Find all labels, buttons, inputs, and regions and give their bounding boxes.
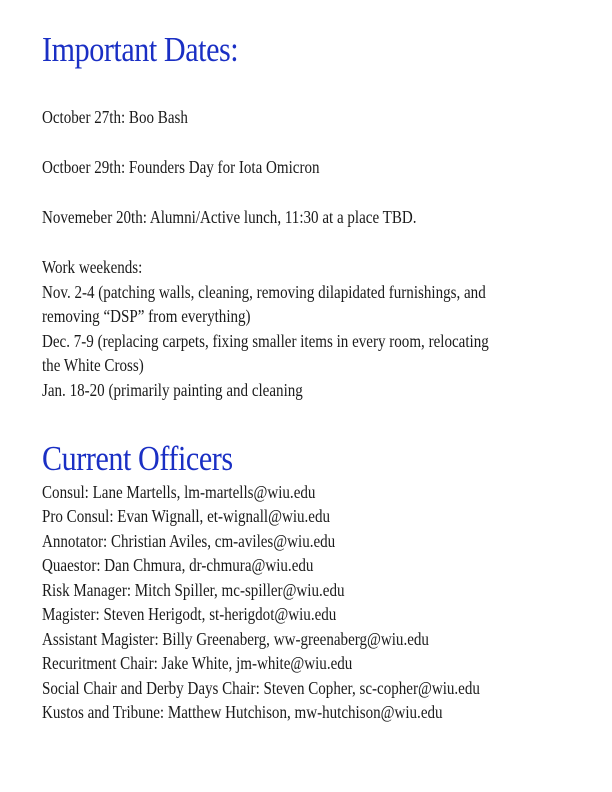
work-weekends-label: Work weekends: bbox=[42, 257, 143, 277]
event-line: Octboer 29th: Founders Day for Iota Omicron bbox=[42, 157, 320, 177]
officer-line: Kustos and Tribune: Matthew Hutchison, mw-hutchison@wiu.edu bbox=[42, 702, 443, 722]
event-line: October 27th: Boo Bash bbox=[42, 107, 188, 127]
officer-line: Annotator: Christian Aviles, cm-aviles@wiu.edu bbox=[42, 531, 336, 551]
officer-line: Recuritment Chair: Jake White, jm-white@wiu.edu bbox=[42, 653, 353, 673]
work-weekend-line: Dec. 7-9 (replacing carpets, fixing smaller items in every room, relocating bbox=[42, 331, 489, 351]
officer-line: Social Chair and Derby Days Chair: Steven Copher, sc-copher@wiu.edu bbox=[42, 678, 480, 698]
event-line: Novemeber 20th: Alumni/Active lunch, 11:30 at a place TBD. bbox=[42, 207, 417, 227]
important-dates-heading: Important Dates: bbox=[42, 30, 239, 69]
work-weekend-line: the White Cross) bbox=[42, 355, 144, 375]
work-weekend-line: removing “DSP” from everything) bbox=[42, 306, 251, 326]
officer-line: Pro Consul: Evan Wignall, et-wignall@wiu.edu bbox=[42, 506, 331, 526]
work-weekend-line: Nov. 2-4 (patching walls, cleaning, removing dilapidated furnishings, and bbox=[42, 282, 486, 302]
officer-line: Risk Manager: Mitch Spiller, mc-spiller@wiu.edu bbox=[42, 580, 345, 600]
work-weekend-line: Jan. 18-20 (primarily painting and cleaning bbox=[42, 380, 303, 400]
current-officers-heading: Current Officers bbox=[42, 439, 233, 478]
officer-line: Assistant Magister: Billy Greenaberg, ww-greenaberg@wiu.edu bbox=[42, 629, 429, 649]
officer-line: Quaestor: Dan Chmura, dr-chmura@wiu.edu bbox=[42, 555, 314, 575]
officer-line: Consul: Lane Martells, lm-martells@wiu.edu bbox=[42, 482, 316, 502]
officer-line: Magister: Steven Herigodt, st-herigdot@wiu.edu bbox=[42, 604, 337, 624]
